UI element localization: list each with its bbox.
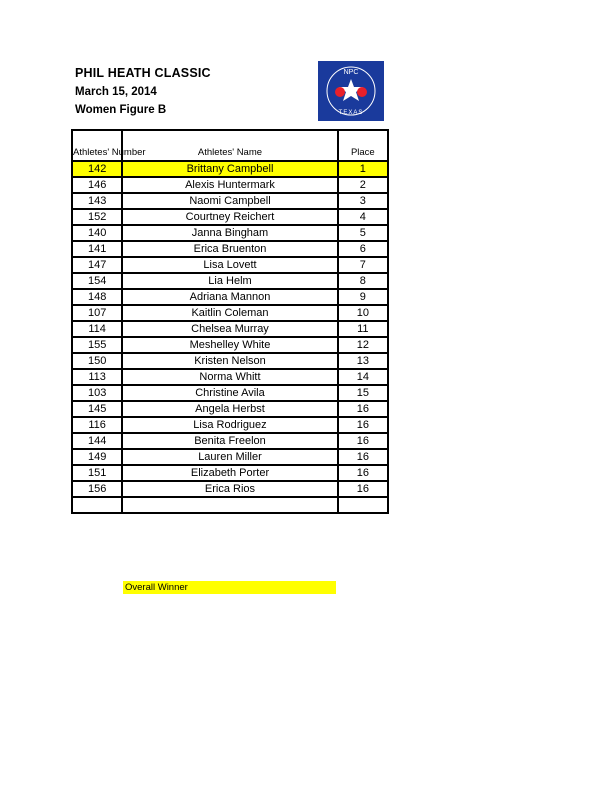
table-row (72, 353, 388, 369)
athlete-number-cell: 148 (72, 289, 122, 305)
empty-cell (338, 497, 388, 513)
place-cell: 5 (338, 225, 388, 241)
place-cell: 16 (338, 417, 388, 433)
athlete-number-cell: 114 (72, 321, 122, 337)
table-row (72, 161, 388, 177)
athlete-name-cell: Norma Whitt (122, 369, 337, 385)
table-row (72, 417, 388, 433)
table-row (72, 433, 388, 449)
athlete-name-cell: Kaitlin Coleman (122, 305, 337, 321)
athlete-number-cell: 103 (72, 385, 122, 401)
event-date: March 15, 2014 (75, 86, 157, 98)
place-cell: 10 (338, 305, 388, 321)
athlete-number-cell: 150 (72, 353, 122, 369)
place-cell: 16 (338, 433, 388, 449)
place-cell: 16 (338, 401, 388, 417)
athlete-name-cell: Erica Bruenton (122, 241, 337, 257)
athlete-name-cell: Christine Avila (122, 385, 337, 401)
athlete-name-cell: Angela Herbst (122, 401, 337, 417)
table-header-row (72, 130, 388, 161)
table-row (72, 193, 388, 209)
athlete-name-cell: Benita Freelon (122, 433, 337, 449)
table-row (72, 305, 388, 321)
place-cell: 15 (338, 385, 388, 401)
empty-row (72, 497, 388, 513)
table-row (72, 225, 388, 241)
number-column-header: Athletes' Number (72, 130, 122, 161)
athlete-number-cell: 146 (72, 177, 122, 193)
place-cell: 14 (338, 369, 388, 385)
athlete-number-cell: 116 (72, 417, 122, 433)
place-cell: 4 (338, 209, 388, 225)
athlete-number-cell: 141 (72, 241, 122, 257)
athlete-number-cell: 152 (72, 209, 122, 225)
athlete-number-cell: 155 (72, 337, 122, 353)
logo-bottom-text: TEXAS (338, 110, 364, 116)
table-row (72, 273, 388, 289)
athlete-number-cell: 113 (72, 369, 122, 385)
table-row (72, 449, 388, 465)
table-row (72, 321, 388, 337)
place-cell: 7 (338, 257, 388, 273)
place-cell: 3 (338, 193, 388, 209)
table-row (72, 289, 388, 305)
npc-texas-logo (318, 61, 384, 121)
logo-top-text: NPC (343, 69, 359, 76)
event-title: PHIL HEATH CLASSIC (75, 66, 211, 80)
athlete-name-cell: Janna Bingham (122, 225, 337, 241)
place-cell: 11 (338, 321, 388, 337)
place-cell: 12 (338, 337, 388, 353)
table-row (72, 241, 388, 257)
place-cell: 2 (338, 177, 388, 193)
name-column-header: Athletes' Name (122, 130, 337, 161)
athlete-number-cell: 140 (72, 225, 122, 241)
athlete-number-cell: 144 (72, 433, 122, 449)
athlete-name-cell: Lisa Lovett (122, 257, 337, 273)
table-row (72, 337, 388, 353)
athlete-number-cell: 151 (72, 465, 122, 481)
athlete-name-cell: Adriana Mannon (122, 289, 337, 305)
place-cell: 9 (338, 289, 388, 305)
athlete-number-cell: 145 (72, 401, 122, 417)
overall-winner-legend: Overall Winner (123, 581, 336, 594)
athlete-name-cell: Meshelley White (122, 337, 337, 353)
place-cell: 8 (338, 273, 388, 289)
athlete-name-cell: Brittany Campbell (122, 161, 337, 177)
results-table (71, 129, 389, 514)
athlete-number-cell: 154 (72, 273, 122, 289)
athlete-name-cell: Lisa Rodriguez (122, 417, 337, 433)
place-cell: 16 (338, 481, 388, 497)
empty-cell (72, 497, 122, 513)
table-row (72, 209, 388, 225)
place-cell: 6 (338, 241, 388, 257)
table-row (72, 257, 388, 273)
athlete-number-cell: 107 (72, 305, 122, 321)
athlete-name-cell: Kristen Nelson (122, 353, 337, 369)
athlete-name-cell: Lauren Miller (122, 449, 337, 465)
table-row (72, 401, 388, 417)
place-cell: 1 (338, 161, 388, 177)
athlete-name-cell: Courtney Reichert (122, 209, 337, 225)
table-row (72, 385, 388, 401)
table-row (72, 465, 388, 481)
table-row (72, 481, 388, 497)
table-row (72, 369, 388, 385)
place-cell: 16 (338, 449, 388, 465)
empty-cell (122, 497, 337, 513)
athlete-number-cell: 142 (72, 161, 122, 177)
category-title: Women Figure B (75, 104, 167, 116)
place-cell: 16 (338, 465, 388, 481)
table-row (72, 177, 388, 193)
athlete-number-cell: 156 (72, 481, 122, 497)
place-column-header: Place (338, 130, 388, 161)
athlete-name-cell: Alexis Huntermark (122, 177, 337, 193)
athlete-name-cell: Erica Rios (122, 481, 337, 497)
athlete-name-cell: Chelsea Murray (122, 321, 337, 337)
athlete-name-cell: Elizabeth Porter (122, 465, 337, 481)
place-cell: 13 (338, 353, 388, 369)
athlete-number-cell: 149 (72, 449, 122, 465)
athlete-name-cell: Naomi Campbell (122, 193, 337, 209)
athlete-number-cell: 143 (72, 193, 122, 209)
athlete-number-cell: 147 (72, 257, 122, 273)
athlete-name-cell: Lia Helm (122, 273, 337, 289)
